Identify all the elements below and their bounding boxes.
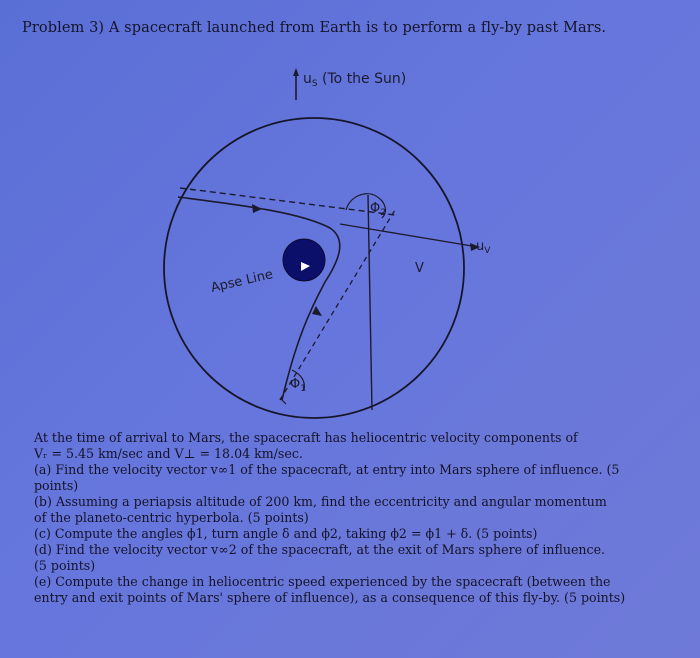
mars-velocity-label: $u_V$ — [476, 239, 491, 256]
outgoing-asymptote — [280, 210, 395, 400]
mars-planet — [283, 239, 325, 281]
apse-line-label: Apse Line — [209, 267, 275, 296]
intro-line-1: At the time of arrival to Mars, the spacecraft has heliocentric velocity components of — [34, 430, 578, 445]
part-b-line-2: of the planeto-centric hyperbola. (5 points) — [34, 510, 309, 525]
part-d-line-1: (d) Find the velocity vector v∞2 of the spacecraft, at the exit of Mars sphere of influence. — [34, 542, 606, 557]
trajectory-arrow-out — [312, 306, 322, 316]
part-c-line-1: (c) Compute the angles ϕ1, turn angle δ and ϕ2, taking ϕ2 = ϕ1 + δ. (5 points) — [34, 526, 538, 541]
trajectory-arrow-in — [252, 204, 262, 213]
part-b-line-1: (b) Assuming a periapsis altitude of 200 km, find the eccentricity and angular momentum — [34, 494, 607, 509]
sun-direction-label: $u_S$ (To the Sun) — [303, 71, 407, 89]
velocity-v-label: V — [415, 261, 424, 276]
sun-direction-arrow — [293, 68, 299, 100]
intro-line-2: Vᵣ = 5.45 km/sec and V⊥ = 18.04 km/sec. — [34, 446, 303, 461]
mars-velocity-line — [340, 224, 472, 246]
phi2-label: $\Phi_2$ — [370, 201, 386, 218]
problem-title: Problem 3) A spacecraft launched from Earth is to perform a fly-by past Mars. — [22, 20, 607, 36]
part-d-line-2: (5 points) — [34, 558, 96, 573]
hyperbolic-trajectory — [178, 197, 340, 400]
part-a-line-2: points) — [34, 478, 79, 493]
velocity-v-line — [368, 195, 372, 410]
phi1-label: $\Phi_1$ — [290, 377, 306, 394]
problem-body — [34, 430, 634, 606]
part-a-line-1: (a) Find the velocity vector v∞1 of the spacecraft, at entry into Mars sphere of influence. (5 — [34, 462, 620, 477]
part-e-line-2: entry and exit points of Mars' sphere of influence), as a consequence of this fly-by. (5 points) — [34, 590, 626, 605]
part-e-line-1: (e) Compute the change in heliocentric speed experienced by the spacecraft (between the — [34, 574, 611, 589]
